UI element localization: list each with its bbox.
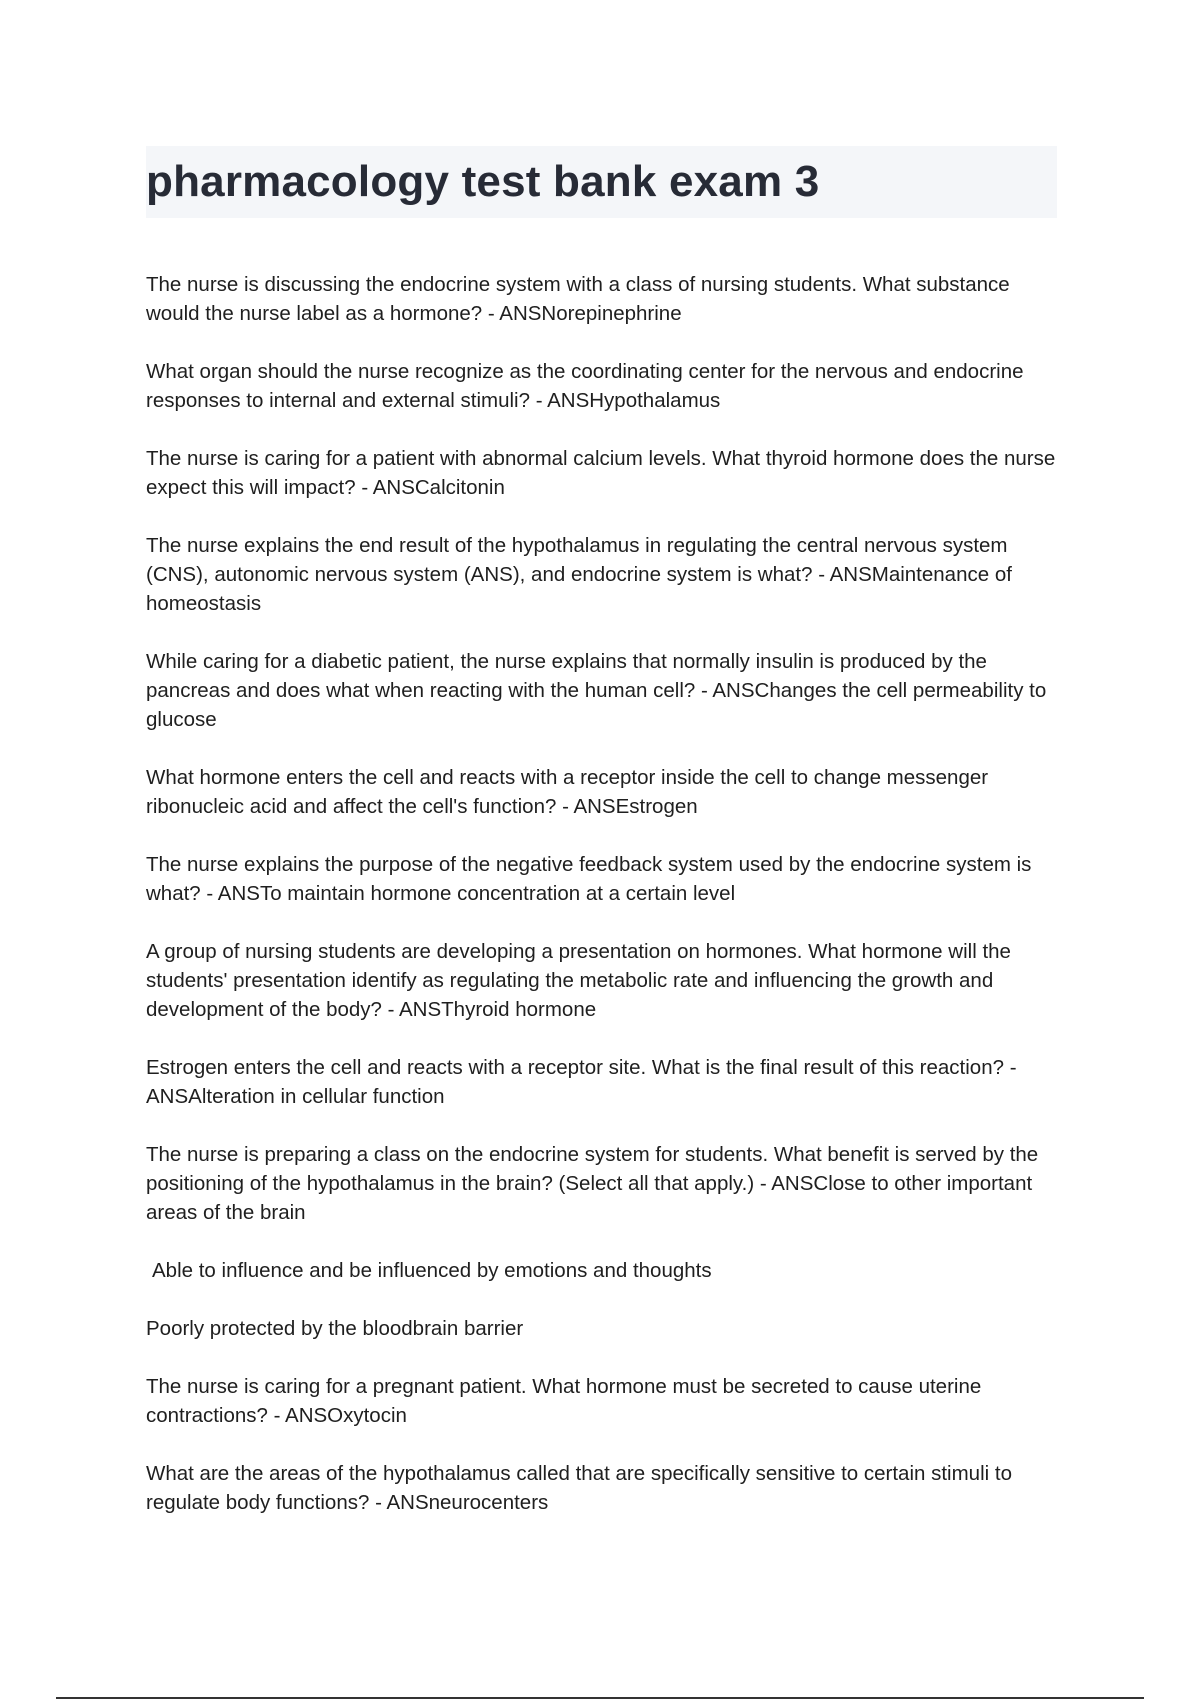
question-item: What organ should the nurse recognize as the coordinating center for the nervous and endocrine responses to internal and external stimuli? - ANSHypothalamus xyxy=(146,360,1024,412)
question-item: The nurse is preparing a class on the endocrine system for students. What benefit is served by the positioning of the hypothalamus in the brain? (Select all that apply.) - ANSClose to other important areas of the brain xyxy=(146,1143,1039,1224)
answer-option: Able to influence and be influenced by emotions and thoughts xyxy=(152,1259,712,1282)
question-item: What hormone enters the cell and reacts with a receptor inside the cell to change messenger ribonucleic acid and affect the cell's function? - ANSEstrogen xyxy=(146,766,989,818)
question-list xyxy=(146,270,1066,1546)
question-item: The nurse is discussing the endocrine system with a class of nursing students. What substance would the nurse label as a hormone? - ANSNorepinephrine xyxy=(146,273,1010,325)
page-title: pharmacology test bank exam 3 xyxy=(146,157,820,206)
question-item: Estrogen enters the cell and reacts with a receptor site. What is the final result of this reaction? - ANSAlteration in cellular function xyxy=(146,1056,1017,1108)
question-item: The nurse is caring for a pregnant patient. What hormone must be secreted to cause uterine contractions? - ANSOxytocin xyxy=(146,1375,982,1427)
question-item: While caring for a diabetic patient, the nurse explains that normally insulin is produced by the pancreas and does what when reacting with the human cell? - ANSChanges the cell permeability to glucose xyxy=(146,650,1047,731)
question-item: The nurse is caring for a patient with abnormal calcium levels. What thyroid hormone does the nurse expect this will impact? - ANSCalcitonin xyxy=(146,447,1056,499)
answer-option: Poorly protected by the bloodbrain barrier xyxy=(146,1317,524,1340)
footer-divider xyxy=(56,1697,1144,1699)
question-item: A group of nursing students are developing a presentation on hormones. What hormone will the students' presentation identify as regulating the metabolic rate and influencing the growth and development of the body? - ANSThyroid hormone xyxy=(146,940,1011,1021)
question-item: The nurse explains the purpose of the negative feedback system used by the endocrine system is what? - ANSTo maintain hormone concentration at a certain level xyxy=(146,853,1032,905)
question-item: What are the areas of the hypothalamus called that are specifically sensitive to certain stimuli to regulate body functions? - ANSneurocenters xyxy=(146,1462,1012,1514)
question-item: The nurse explains the end result of the hypothalamus in regulating the central nervous system (CNS), autonomic nervous system (ANS), and endocrine system is what? - ANSMaintenance of homeostasis xyxy=(146,534,1012,615)
title-banner xyxy=(146,146,1057,218)
